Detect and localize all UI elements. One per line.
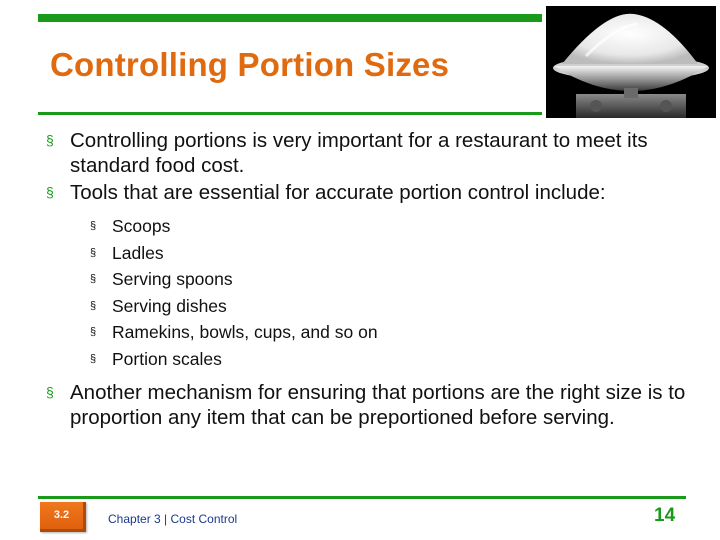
list-item — [46, 128, 686, 178]
sub-bullet-icon: § — [90, 246, 97, 259]
sub-item-text: Portion scales — [112, 348, 222, 369]
sub-list-item — [84, 293, 700, 320]
sub-list-item — [84, 266, 700, 293]
slide-code: 3.2 — [53, 509, 70, 521]
sub-item-text: Scoops — [112, 216, 171, 236]
sub-item-text: Ladles — [112, 242, 164, 263]
bullet-text: Another mechanism for ensuring that portions are the right size is to proportion any item that can be preportioned before serving. — [70, 381, 686, 429]
slide-title: Controlling Portion Sizes — [50, 46, 450, 83]
title-underline — [38, 112, 542, 115]
portion-scale-photo — [546, 6, 716, 118]
sub-bullet-icon: § — [90, 352, 97, 365]
bullet-list — [46, 128, 686, 430]
footer-separator: | — [160, 512, 171, 526]
bullet-icon: § — [46, 184, 54, 200]
bullet-text: Tools that are essential for accurate portion control include: — [70, 181, 606, 204]
sub-bullet-icon: § — [90, 220, 97, 232]
sub-list-item — [84, 240, 700, 267]
chapter-text: Chapter 3 — [108, 512, 161, 526]
footer-divider — [38, 496, 686, 499]
sub-list-item — [84, 319, 700, 346]
slide-code-badge — [40, 502, 86, 532]
list-item — [46, 380, 686, 430]
sub-item-text: Serving spoons — [112, 269, 233, 289]
course-text: Cost Control — [170, 512, 238, 526]
sub-item-text: Serving dishes — [112, 295, 227, 316]
scale-illustration — [546, 6, 716, 118]
bullet-icon: § — [46, 132, 54, 148]
tools-sublist — [84, 213, 700, 372]
sub-list-item — [84, 346, 700, 373]
sub-bullet-icon: § — [90, 326, 97, 338]
sub-bullet-icon: § — [90, 273, 97, 285]
page-number: 14 — [654, 505, 676, 526]
footer-chapter-label — [108, 512, 237, 526]
sub-bullet-icon: § — [90, 299, 97, 312]
list-item — [46, 180, 686, 372]
bullet-icon: § — [46, 384, 54, 400]
sub-list-item — [84, 213, 700, 240]
sub-item-text: Ramekins, bowls, cups, and so on — [112, 322, 378, 342]
top-accent-bar — [38, 14, 542, 22]
bullet-text: Controlling portions is very important for a restaurant to meet its standard food cost. — [70, 129, 648, 177]
